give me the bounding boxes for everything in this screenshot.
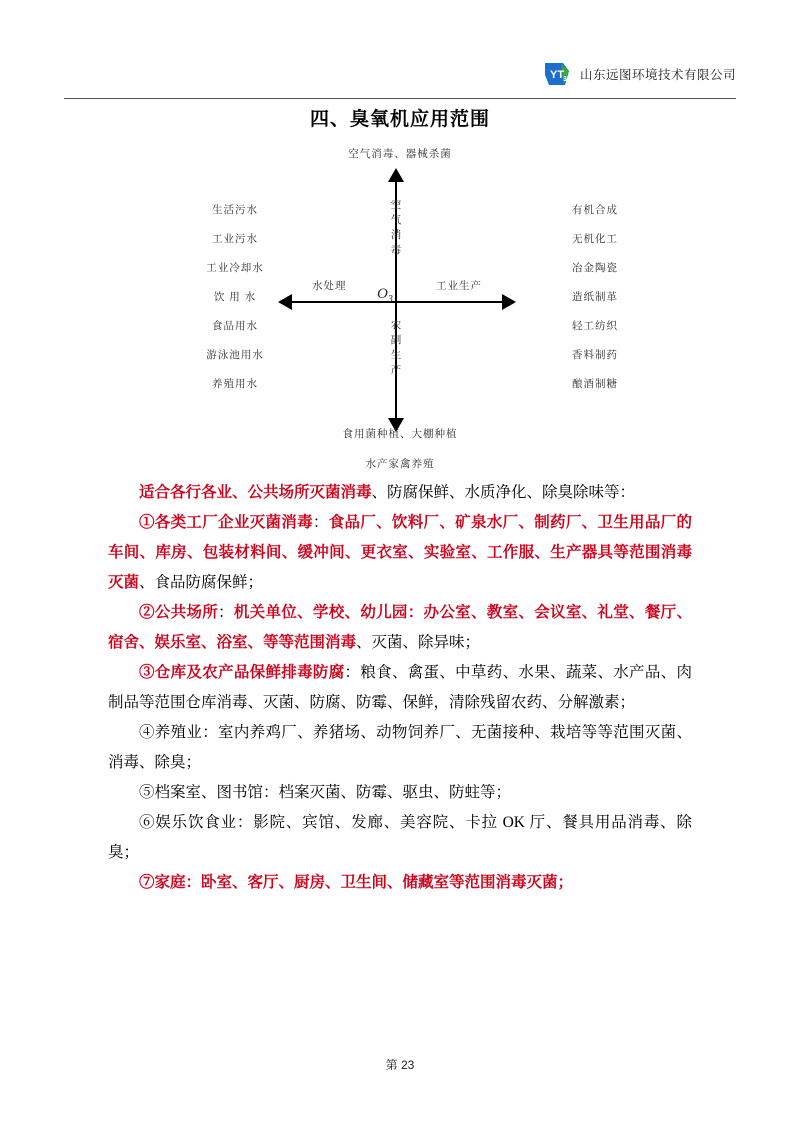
text-run: ⑤档案室、图书馆：档案灭菌、防霉、驱虫、防蛀等；	[139, 784, 512, 801]
diagram-right-column	[550, 196, 640, 399]
paragraph-item-6	[108, 808, 692, 868]
paragraph-item-2	[108, 598, 692, 658]
diagram-left-item: 游泳池用水	[206, 349, 264, 361]
text-run: 食品厂、饮料厂、矿泉水厂、制药厂、卫生用品厂的车间、库房、包装材料间、缓冲间、更衣室、实验室、工作服、生产器具等范围消毒灭菌	[108, 514, 692, 591]
svg-text:3: 3	[562, 75, 567, 83]
diagram-right-item: 造纸制革	[572, 291, 618, 303]
text-run: ①各类工厂企业灭菌消毒	[139, 514, 313, 531]
diagram-horizontal-axis	[290, 301, 505, 303]
paragraph-item-5	[108, 778, 692, 808]
diagram-vertical-down-text: 农副生产	[390, 319, 402, 376]
text-run: ：	[312, 514, 329, 531]
diagram-right-item: 轻工纺织	[572, 320, 618, 332]
text-run: 卧室、客厅、厨房、卫生间、储藏室等范围消毒灭菌；	[201, 874, 574, 891]
text-run: ：粮食、禽蛋、中草药、水果、蔬菜、水产品、肉制品等范围仓库消毒、灭菌、防腐、防霉、保鲜，清除残留农药、分解激素；	[108, 664, 692, 711]
diagram-right-item: 香料制药	[572, 349, 618, 361]
diagram-left-item: 工业冷却水	[206, 262, 264, 274]
paragraph-item-3	[108, 658, 692, 718]
diagram-right-item: 酿酒制糖	[572, 378, 618, 390]
page-title: 四、臭氧机应用范围	[309, 109, 490, 130]
paragraph-item-1	[108, 508, 692, 598]
diagram-right-item: 有机合成	[572, 204, 618, 216]
page-footer: 第 23	[385, 1058, 415, 1072]
ozone-application-diagram	[140, 140, 660, 470]
diagram-right-axis-text: 工业生产	[436, 280, 482, 292]
text-run: ⑦家庭：	[139, 874, 202, 891]
diagram-right-item: 无机化工	[572, 233, 618, 245]
diagram-left-item: 生活污水	[212, 204, 258, 216]
diagram-left-column	[190, 196, 280, 399]
diagram-center-label: $O_3$	[377, 286, 393, 305]
paragraph-item-7	[108, 868, 692, 898]
diagram-right-item: 冶金陶瓷	[572, 262, 618, 274]
diagram-left-item: 养殖用水	[212, 378, 258, 390]
arrow-left-icon	[278, 294, 292, 310]
diagram-bottom-label-2: 水产家禽养殖	[365, 458, 435, 470]
text-run: ③仓库及农产品保鲜排毒防腐	[139, 664, 345, 681]
diagram-vertical-up-text: 空气消毒	[390, 199, 402, 256]
diagram-bottom-label-1: 食用菌种植、大棚种植	[342, 428, 458, 440]
text-run: 适合各行各业、公共场所灭菌消毒	[139, 484, 372, 501]
page-header	[64, 55, 736, 99]
text-run: 、食品防腐保鲜；	[139, 574, 264, 591]
arrow-right-icon	[502, 294, 516, 310]
text-run: 、灭菌、除异味；	[356, 634, 481, 651]
diagram-left-axis-text: 水处理	[312, 280, 347, 292]
diagram-left-item: 工业污水	[212, 233, 258, 245]
arrow-up-icon	[388, 168, 404, 182]
paragraph-intro	[108, 478, 692, 508]
text-run: 、防腐保鲜、水质净化、除臭除味等：	[371, 484, 636, 501]
svg-text:YT: YT	[549, 68, 565, 81]
company-logo-icon	[543, 59, 573, 89]
diagram-left-item: 饮 用 水	[213, 291, 257, 303]
diagram-top-label: 空气消毒、器械杀菌	[348, 148, 452, 160]
paragraph-item-4	[108, 718, 692, 778]
diagram-left-item: 食品用水	[212, 320, 258, 332]
text-run: ②公共场所	[139, 604, 219, 621]
text-run: ④养殖业：室内养鸡厂、养猪场、动物饲养厂、无菌接种、栽培等等范围灭菌、消毒、除臭；	[108, 724, 692, 771]
text-run: 机关单位、学校、幼儿园：办公室、教室、会议室、礼堂、餐厅、宿舍、娱乐室、浴室、等等范围消毒	[108, 604, 692, 651]
text-run: ⑥娱乐饮食业：影院、宾馆、发廊、美容院、卡拉 OK 厅、餐具用品消毒、除臭；	[108, 814, 692, 861]
company-name: 山东远图环境技术有限公司	[579, 67, 736, 82]
body-content	[108, 478, 692, 898]
text-run: ：	[218, 604, 234, 621]
